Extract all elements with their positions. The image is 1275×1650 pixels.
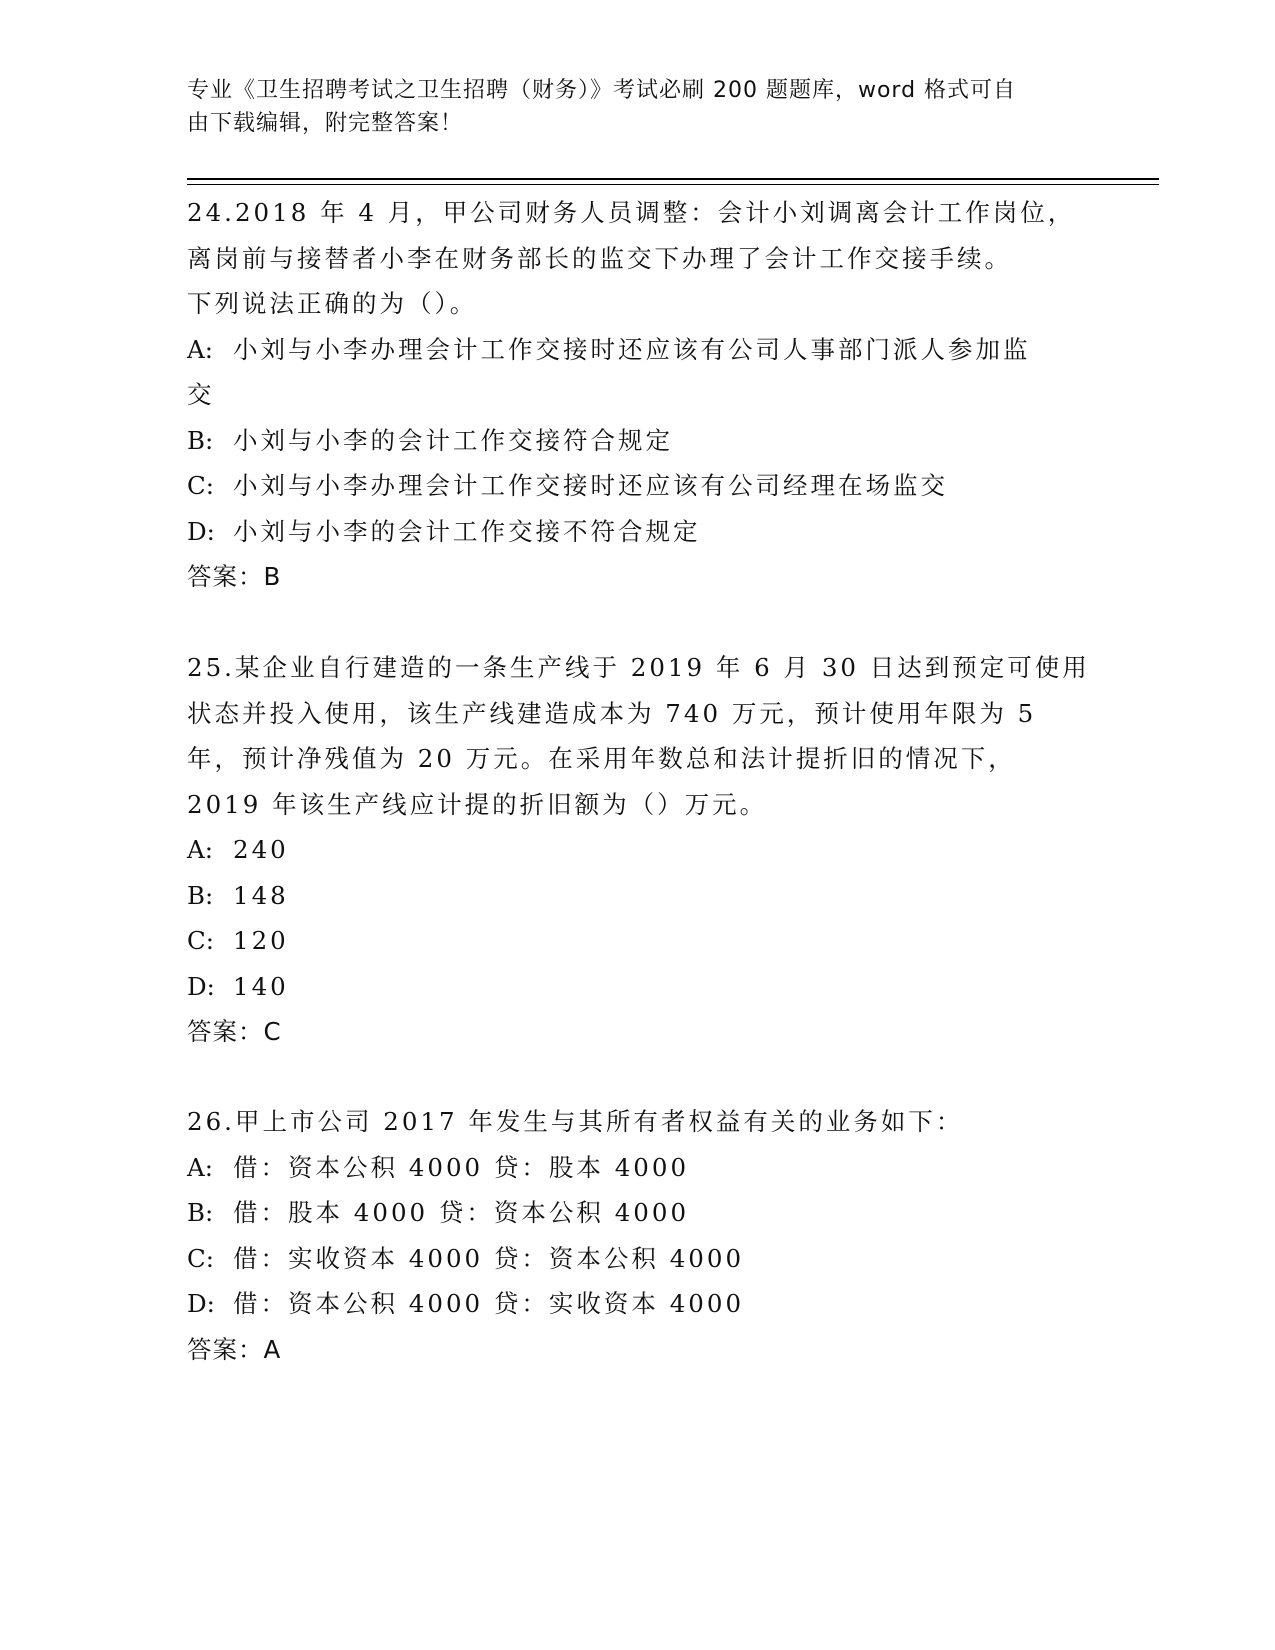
option-d <box>187 964 1087 1010</box>
option-text: 借：资本公积 4000 贷：股本 4000 <box>233 1152 690 1182</box>
option-text: 借：股本 4000 贷：资本公积 4000 <box>233 1198 690 1227</box>
option-b <box>187 1190 1087 1236</box>
option-d <box>187 1281 1087 1327</box>
option-d <box>187 509 1087 555</box>
option-text: 小刘与小李的会计工作交接不符合规定 <box>233 516 701 546</box>
question-24 <box>187 190 1087 600</box>
option-text: 借：实收资本 4000 贷：资本公积 4000 <box>233 1243 745 1273</box>
stem-line: 26.甲上市公司 2017 年发生与其所有者权益有关的业务如下： <box>187 1107 964 1136</box>
stem-line: 25.某企业自行建造的一条生产线于 2019 年 6 月 30 日达到预定可使用 <box>187 653 1090 682</box>
question-stem <box>187 1099 1087 1145</box>
option-letter: D: <box>187 1289 215 1318</box>
option-text: 小刘与小李办理会计工作交接时还应该有公司人事部门派人参加监 <box>233 334 1031 364</box>
question-stem <box>187 190 1087 327</box>
option-b <box>187 873 1087 919</box>
header-line-2: 由下载编辑，附完整答案！ <box>187 111 464 136</box>
header-line-1: 专业《卫生招聘考试之卫生招聘（财务）》考试必刷 200 题题库，word 格式可自 <box>187 78 1017 103</box>
answer-line: 答案：B <box>187 562 282 591</box>
option-text: 140 <box>233 971 289 1001</box>
option-letter: C: <box>187 471 215 500</box>
option-b <box>187 418 1087 464</box>
option-letter: A: <box>187 1152 213 1182</box>
option-letter: B: <box>187 1198 214 1227</box>
question-25 <box>187 645 1090 1055</box>
option-text: 借：资本公积 4000 贷：实收资本 4000 <box>233 1289 745 1318</box>
option-c <box>187 1236 1087 1282</box>
option-letter: A: <box>187 835 213 864</box>
option-letter: D: <box>187 516 215 546</box>
header-divider-thin <box>187 184 1159 185</box>
document-header <box>187 74 1077 140</box>
option-text: 小刘与小李办理会计工作交接时还应该有公司经理在场监交 <box>233 471 948 500</box>
stem-line: 2019 年该生产线应计提的折旧额为（）万元。 <box>187 789 768 819</box>
option-text: 240 <box>233 835 289 864</box>
option-text: 148 <box>233 880 289 910</box>
option-a <box>187 1145 1087 1191</box>
option-letter: C: <box>187 1243 215 1273</box>
option-letter: C: <box>187 926 215 955</box>
header-divider-thick <box>187 178 1159 180</box>
question-stem <box>187 645 1090 827</box>
option-text: 小刘与小李的会计工作交接符合规定 <box>233 425 673 455</box>
option-a <box>187 327 1087 418</box>
answer-line: 答案：C <box>187 1017 282 1046</box>
question-26 <box>187 1099 1087 1372</box>
stem-line: 离岗前与接替者小李在财务部长的监交下办理了会计工作交接手续。 <box>187 243 1012 273</box>
option-c <box>187 463 1087 509</box>
option-text: 120 <box>233 926 289 955</box>
option-letter: B: <box>187 880 214 910</box>
option-c <box>187 918 1087 964</box>
answer-line: 答案：A <box>187 1334 282 1364</box>
option-letter: A: <box>187 334 213 364</box>
option-letter: D: <box>187 971 215 1001</box>
stem-line: 年，预计净残值为 20 万元。在采用年数总和法计提折旧的情况下， <box>187 744 1016 773</box>
stem-line: 状态并投入使用，该生产线建造成本为 740 万元，预计使用年限为 5 <box>187 698 1037 728</box>
option-letter: B: <box>187 425 214 455</box>
stem-line: 下列说法正确的为（）。 <box>187 289 478 318</box>
stem-line: 24.2018 年 4 月，甲公司财务人员调整：会计小刘调离会计工作岗位， <box>187 198 1076 227</box>
option-a <box>187 827 1087 873</box>
option-text-continued: 交 <box>187 380 215 409</box>
